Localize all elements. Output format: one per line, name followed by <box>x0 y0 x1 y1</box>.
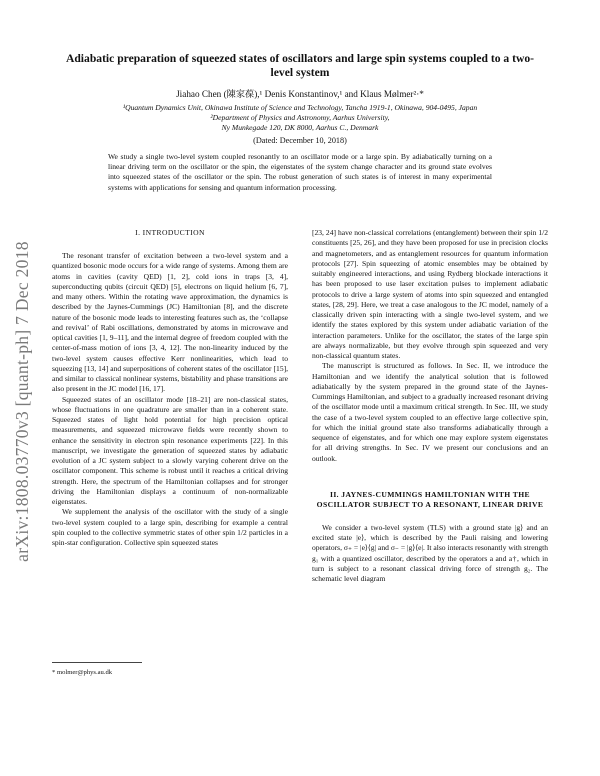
intro-paragraph-2: Squeezed states of an oscillator mode [18–21] are non-classical states, whose fluctuations in one quadrature are smaller than in a coherent state. Squeezed states of light hold potential for high precision optical measurements, and squeezed microwave fields were recently shown to enhance the sensitivity in electron spin resonance experiments [22]. In this manuscript, we investigate the generation of squeezed states by adiabatic evolution of a JC system subject to a slowly varying coherent drive on the oscillator component. This scheme is robust until it reaches a critical driving strength. Here, the spectrum of the Hamiltonian collapses and for stronger driving the Hamiltonian displays a continuum of non-normalizable eigenstates. <box>52 394 288 506</box>
date-line: (Dated: December 10, 2018) <box>253 136 347 145</box>
section-2-paragraph-1: We consider a two-level system (TLS) with a ground state |g⟩ and an excited state |e⟩, which is described by the Pauli raising and lowering operators, σ₊ = |e⟩⟨g| and σ₋ = |g⟩⟨e|. It also interacts resonantly with strength g₁ with a quantized oscillator, described by the operators a and a†, which in turn is subject to a resonant classical driving force of strength g₂. The schematic level diagram <box>312 522 548 583</box>
left-column <box>52 228 288 548</box>
abstract <box>108 152 492 193</box>
paper-header <box>60 52 540 146</box>
footnote <box>52 662 288 677</box>
intro-paragraph-1: The resonant transfer of excitation between a two-level system and a quantized bosonic mode occurs for a wide range of systems. Among them are atoms in cavities (cavity QED) [1, 2], cold ions in traps [3, 4], superconducting qubits (circuit QED) [5], electrons on liquid helium [6, 7], and many others. Within the rotating wave approximation, the dynamics is described by the Jaynes-Cummings (JC) Hamiltonian [8], and the discrete nature of the bosonic mode leads to interesting features such as, the ‘collapse and revival’ of Rabi oscillations, demonstrated by atoms in microwave and optical cavities [1, 9–11], and the internal degree of freedom coupled with the center-of-mass motion of ions [3, 4, 12]. The non-linearity induced by the two-level system causes effective Kerr nonlinearities, which lead to squeezing [13, 14] and superpositions of coherent states of the oscillator [15], and similar to classical nonlinear systems, bistability and phase transitions are also present in the JC model [16, 17]. <box>52 251 288 394</box>
section-2-heading: II. JAYNES-CUMMINGS HAMILTONIAN WITH THE OSCILLATOR SUBJECT TO A RESONANT, LINEAR DRIVE <box>316 489 544 509</box>
right-column <box>312 228 548 584</box>
arxiv-stamp <box>2 196 42 606</box>
intro-paragraph-3-continued: [23, 24] have non-classical correlations (entanglement) between their spin 1/2 constituents [25, 26], and they have been proposed for use in precision clocks and magnetometers, and as entanglement resources for quantum information protocols [27]. Spin squeezing of atomic ensembles may be obtained by suitably engineered interactions, and using Rydberg blockade interactions it has been proposed to use laser excitation pulses to implement adiabatic protocols to drive a large system of atoms into spin squeezed and entangled states, [28, 29]. Here, we treat a case analogous to the JC model, namely of a classically driven spin interacting with a single two-level system, and we identify the states explored by this system under adiabatic variation of the interaction parameters. Unlike for the oscillator, the states of the large spin are always normalizable, but they evolve through spin squeezed and very non-classical quantum states. <box>312 228 548 360</box>
paper-title: Adiabatic preparation of squeezed states of oscillators and large spin systems coupled to a two-level system <box>65 52 535 79</box>
section-gap <box>312 464 548 490</box>
section-1-heading: I. INTRODUCTION <box>135 228 205 237</box>
affiliation-1: ¹Quantum Dynamics Unit, Okinawa Institute of Science and Technology, Tancha 1919-1, Okinawa, 904-0495, Japan <box>122 103 478 112</box>
footnote-rule <box>52 662 142 663</box>
abstract-text: We study a single two-level system coupled resonantly to an oscillator mode or a large spin. By adiabatically turning on a linear driving term on the oscillator or the spin, the eigenstates of the system change character and its ground state evolves into squeezed states of the oscillator or the spin. The robust generation of such states is of interest in many experimental systems with applications for sensing and quantum information processing. <box>108 152 492 192</box>
footnote-email: * molmer@phys.au.dk <box>52 669 113 676</box>
author-list: Jiahao Chen (陳家葆),¹ Denis Konstantinov,¹ and Klaus Mølmer²·* <box>176 89 424 99</box>
arxiv-identifier: arXiv:1808.03770v3 [quant-ph] 7 Dec 2018 <box>11 240 32 562</box>
outline-paragraph: The manuscript is structured as follows. In Sec. II, we introduce the Hamiltonian and we identify the analytical solution that is followed adiabatically by the system prepared in the ground state of the Jaynes-Cummings Hamiltonian, and subject to a gradually increased resonant driving of the oscillator mode until a maximum critical strength. In Sec. III, we study the case of a two-level system coupled to an effective large collective spin, for which the initial ground state also transforms adiabatically through a sequence of eigenstates, and for which one may explore system eigenstates for all driving strengths. In Sec. IV we present our conclusions and an outlook. <box>312 361 548 463</box>
intro-paragraph-3: We supplement the analysis of the oscillator with the study of a single two-level system coupled to a large spin, describing for example a central spin coupled to the collective symmetric states of other spin 1/2 particles in a spin-star configuration. Collective spin squeezed states <box>52 507 288 547</box>
affiliation-2b: Ny Munkegade 120, DK 8000, Aarhus C., Denmark <box>221 123 379 132</box>
affiliation-2a: ²Department of Physics and Astronomy, Aarhus University, <box>210 113 390 122</box>
